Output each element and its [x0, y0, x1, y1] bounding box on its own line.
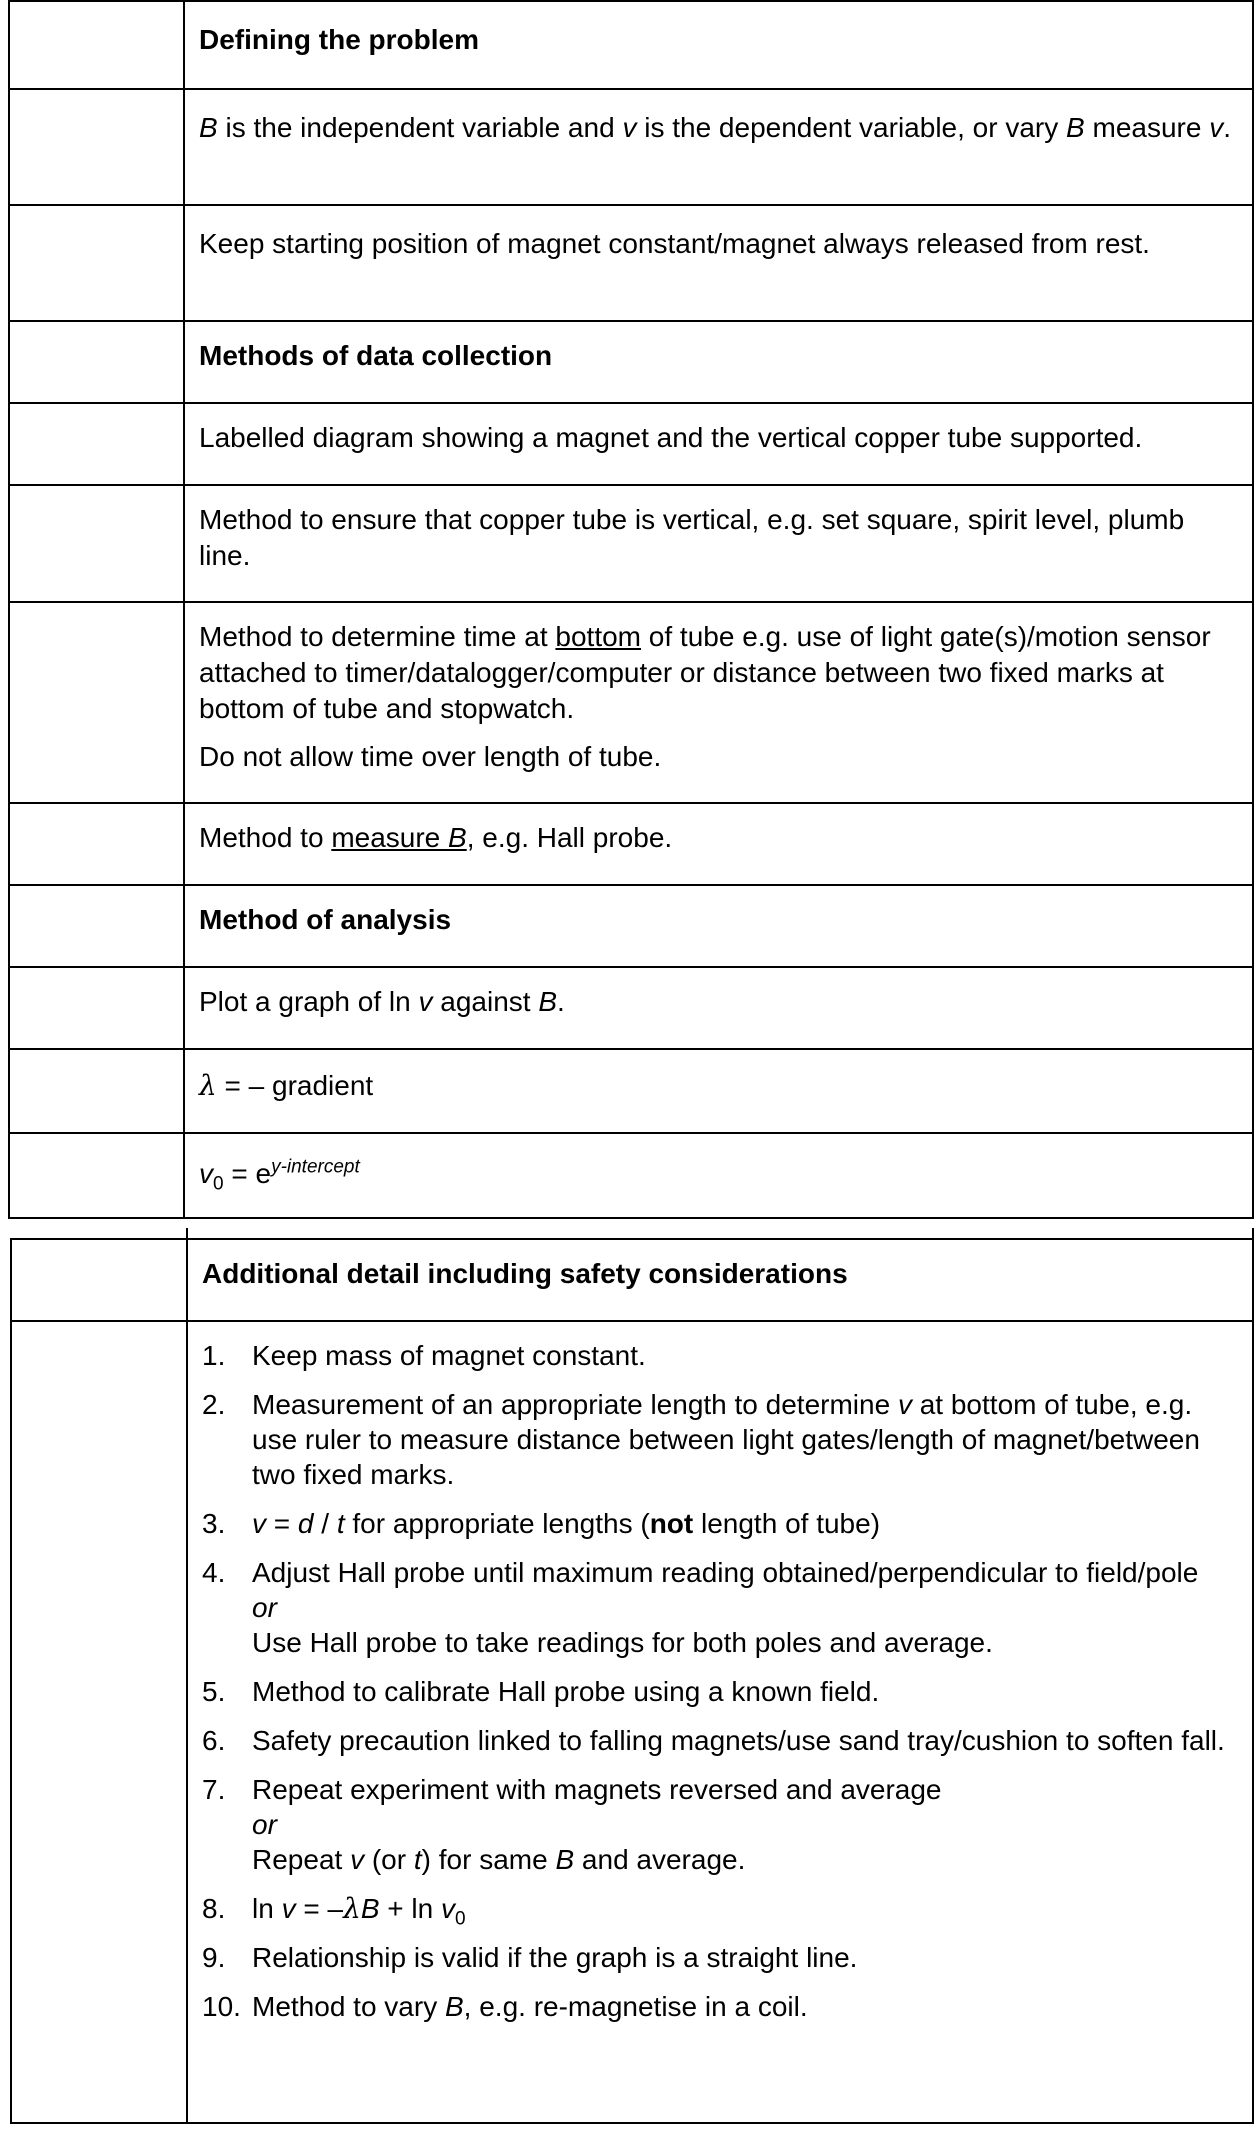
marks-cell	[8, 322, 185, 404]
table-row	[8, 204, 1254, 322]
marks-cell	[8, 486, 185, 603]
list-item: 5. Method to calibrate Hall probe using a known field.	[202, 1676, 880, 1707]
list-item: 6. Safety precaution linked to falling magnets/use sand tray/cushion to soften fall.	[202, 1725, 1225, 1756]
list-item: 9. Relationship is valid if the graph is a straight line.	[202, 1942, 858, 1973]
marks-cell	[8, 968, 185, 1050]
marks-cell	[8, 603, 185, 804]
time-method-note: Do not allow time over length of tube.	[199, 741, 662, 772]
list-item: 2. Measurement of an appropriate length to determine v at bottom of tube, e.g. use ruler to measure distance between light gates/length of magnet/between two fixed marks.	[202, 1389, 1200, 1490]
marks-cell	[8, 2, 185, 90]
content-cell	[185, 90, 1254, 206]
row-text: Labelled diagram showing a magnet and the vertical copper tube supported.	[199, 422, 1143, 453]
content-cell	[185, 804, 1254, 886]
table-row	[8, 966, 1254, 1050]
content-cell	[185, 603, 1254, 804]
content-cell	[185, 1134, 1254, 1217]
table-row	[8, 1132, 1254, 1219]
row-text: λ = – gradient	[199, 1069, 374, 1102]
header-row	[8, 0, 1254, 90]
row-text: Keep starting position of magnet constant/magnet always released from rest.	[199, 228, 1150, 259]
marks-cell	[8, 886, 185, 968]
list-item: 8. $\ln v = -\lambda B + \ln v_0$	[202, 1892, 466, 1930]
table-row	[8, 88, 1254, 206]
table-row	[10, 1320, 1254, 2124]
detail-list	[202, 1338, 1240, 2038]
mark-scheme-table-2	[10, 1228, 1254, 2124]
marks-cell	[8, 206, 185, 322]
content-cell	[185, 404, 1254, 486]
list-item: 10. Method to vary B, e.g. re-magnetise in a coil.	[202, 1991, 808, 2022]
content-cell	[185, 322, 1254, 404]
row-text: Method to measure B, e.g. Hall probe.	[199, 822, 673, 853]
section-heading: Additional detail including safety considerations	[202, 1258, 848, 1289]
marks-cell	[8, 804, 185, 886]
marks-cell	[8, 90, 185, 206]
section-heading: Defining the problem	[199, 24, 479, 55]
list-item: 7. Repeat experiment with magnets reversed and average or Repeat v (or t) for same B and average.	[202, 1774, 942, 1875]
marks-cell	[8, 404, 185, 486]
content-cell	[185, 206, 1254, 322]
row-text: B is the independent variable and v is the dependent variable, or vary B measure v.	[199, 112, 1231, 143]
header-row	[8, 884, 1254, 968]
row-text: Method to ensure that copper tube is vertical, e.g. set square, spirit level, plumb line.	[199, 504, 1185, 571]
section-heading: Method of analysis	[199, 904, 452, 935]
header-row	[8, 320, 1254, 404]
table-row	[8, 1048, 1254, 1134]
table-row	[8, 484, 1254, 603]
marks-cell	[10, 1240, 188, 1322]
list-item: 3. v = d / t for appropriate lengths (not length of tube)	[202, 1508, 881, 1539]
row-text: $v_0 = e^{y-intercept}$	[199, 1156, 360, 1195]
table-row	[8, 802, 1254, 886]
row-text	[199, 619, 1240, 775]
content-cell	[185, 1050, 1254, 1134]
list-item: 4. Adjust Hall probe until maximum reading obtained/perpendicular to field/pole or Use Hall probe to take readings for both poles and average.	[202, 1557, 1199, 1658]
list-item: 1. Keep mass of magnet constant.	[202, 1340, 646, 1371]
table-row	[8, 601, 1254, 804]
marks-cell	[10, 1322, 188, 2122]
content-cell	[185, 486, 1254, 603]
content-cell	[185, 2, 1254, 90]
mark-scheme-table-1	[8, 0, 1254, 1219]
content-cell	[185, 968, 1254, 1050]
content-cell	[185, 886, 1254, 968]
header-row	[10, 1238, 1254, 1322]
time-method-text: Method to determine time at bottom of tube e.g. use of light gate(s)/motion sensor attached to timer/datalogger/computer or distance between two fixed marks at bottom of tube and stopwatch.	[199, 621, 1211, 724]
content-cell	[188, 1240, 1254, 1322]
marks-cell	[8, 1050, 185, 1134]
section-heading: Methods of data collection	[199, 340, 553, 371]
row-text: Plot a graph of ln v against B.	[199, 986, 565, 1017]
marks-cell	[8, 1134, 185, 1217]
table-row	[8, 402, 1254, 486]
content-cell	[188, 1322, 1254, 2122]
